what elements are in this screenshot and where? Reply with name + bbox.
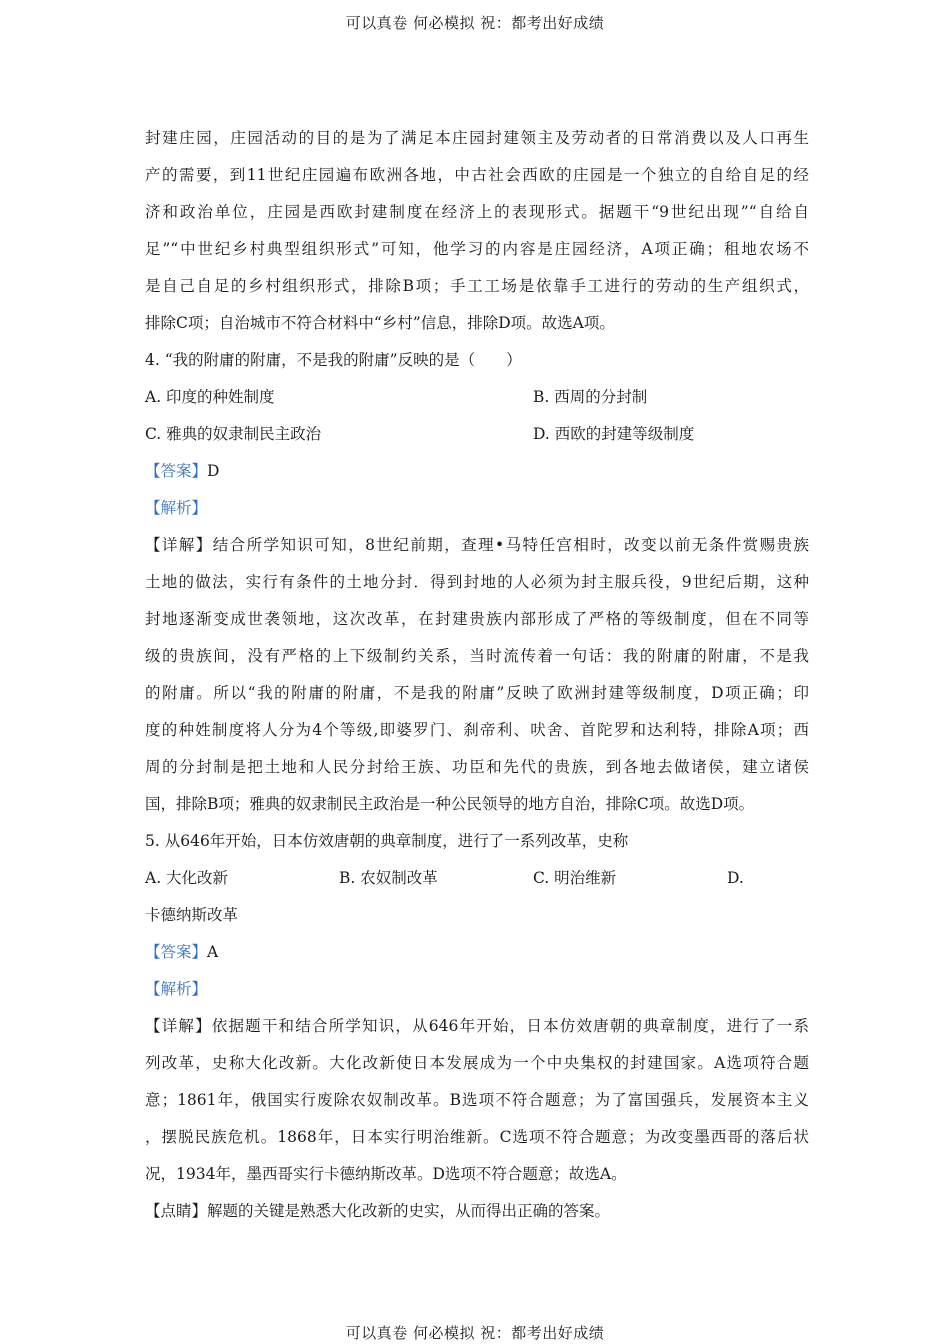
q4-answer bbox=[145, 453, 809, 490]
page-footer: 可以真卷 何必模拟 祝：都考出好成绩 bbox=[345, 1324, 605, 1342]
intro-line: 封建庄园，庄园活动的目的是为了满足本庄园封建领主及劳动者的日常消费以及人口再生 bbox=[145, 129, 809, 147]
detail-text: 结合所学知识可知，8世纪前期，查理•马特任宫相时，改变以前无条件赏赐贵族 bbox=[212, 536, 809, 554]
analysis-tag: 【解析】 bbox=[145, 980, 208, 998]
q5-option-a: A. 大化改新 bbox=[145, 869, 229, 887]
q5-detail-line: ，摆脱民族危机。1868年，日本实行明治维新。C选项不符合题意；为改变墨西哥的落后状 bbox=[145, 1128, 809, 1146]
q5-option-d: D. bbox=[727, 869, 744, 887]
intro-line: 排除C项；自治城市不符合材料中“乡村”信息，排除D项。故选A项。 bbox=[145, 314, 615, 332]
page-header: 可以真卷 何必模拟 祝：都考出好成绩 bbox=[345, 14, 605, 32]
q5-answer bbox=[145, 934, 809, 971]
q5-option-c: C. 明治维新 bbox=[533, 869, 617, 887]
intro-line: 足”“中世纪乡村典型组织形式”可知，他学习的内容是庄园经济，A项正确；租地农场不 bbox=[145, 240, 809, 258]
note-text: 解题的关键是熟悉大化改新的史实，从而得出正确的答案。 bbox=[207, 1202, 611, 1220]
q4-question: 4. “我的附庸的附庸，不是我的附庸”反映的是（ ） bbox=[145, 351, 522, 369]
q5-detail-line: 列改革，史称大化改新。大化改新使日本发展成为一个中央集权的封建国家。A选项符合题 bbox=[145, 1054, 809, 1072]
detail-tag: 【详解】 bbox=[145, 1017, 212, 1035]
q5-detail-line bbox=[145, 1008, 809, 1045]
analysis-tag: 【解析】 bbox=[145, 499, 208, 517]
q5-option-b: B. 农奴制改革 bbox=[339, 869, 438, 887]
q5-options-row bbox=[145, 860, 809, 897]
answer-tag: 【答案】 bbox=[145, 462, 208, 480]
answer-tag: 【答案】 bbox=[145, 943, 208, 961]
intro-line: 产的需要，到11世纪庄园遍布欧洲各地，中古社会西欧的庄园是一个独立的自给自足的经 bbox=[145, 166, 809, 184]
answer-value: D bbox=[207, 462, 220, 480]
q4-analysis bbox=[145, 490, 809, 527]
q4-detail-line: 周的分封制是把土地和人民分封给王族、功臣和先代的贵族，到各地去做诸侯，建立诸侯 bbox=[145, 758, 809, 776]
detail-tag: 【详解】 bbox=[145, 536, 213, 554]
q4-detail-line: 级的贵族间，没有严格的上下级制约关系，当时流传着一句话：我的附庸的附庸，不是我 bbox=[145, 647, 809, 665]
q5-analysis bbox=[145, 971, 809, 1008]
q4-option-a: A. 印度的种姓制度 bbox=[145, 388, 275, 406]
q4-detail-line: 的附庸。所以“我的附庸的附庸，不是我的附庸”反映了欧洲封建等级制度，D项正确；印 bbox=[145, 684, 809, 702]
q4-detail-line: 封地逐渐变成世袭领地，这次改革，在封建贵族内部形成了严格的等级制度，但在不同等 bbox=[145, 610, 809, 628]
detail-text: 依据题干和结合所学知识，从646年开始，日本仿效唐朝的典章制度，进行了一系 bbox=[211, 1017, 809, 1035]
q4-options-row-2 bbox=[145, 416, 809, 453]
q4-detail-line: 土地的做法，实行有条件的土地分封．得到封地的人必须为封主服兵役，9世纪后期，这种 bbox=[145, 573, 809, 591]
q5-detail-line: 况，1934年，墨西哥实行卡德纳斯改革。D选项不符合题意；故选A。 bbox=[145, 1165, 627, 1183]
note-tag: 【点睛】 bbox=[145, 1202, 208, 1220]
q4-options-row-1 bbox=[145, 379, 809, 416]
q5-option-d-text: 卡德纳斯改革 bbox=[145, 906, 239, 924]
document-body bbox=[145, 120, 809, 1230]
q4-detail-line bbox=[145, 527, 809, 564]
q4-detail-line: 国，排除B项；雅典的奴隶制民主政治是一种公民领导的地方自治，排除C项。故选D项。 bbox=[145, 795, 755, 813]
q5-detail-line: 意；1861年，俄国实行废除农奴制改革。B选项不符合题意；为了富国强兵，发展资本主义 bbox=[145, 1091, 809, 1109]
intro-line: 是自己自足的乡村组织形式，排除B项；手工工场是依靠手工进行的劳动的生产组织式， bbox=[145, 277, 809, 295]
q4-option-d: D. 西欧的封建等级制度 bbox=[533, 425, 695, 443]
q4-detail-line: 度的种姓制度将人分为4个等级,即婆罗门、刹帝利、吠舍、首陀罗和达利特，排除A项；西 bbox=[145, 721, 809, 739]
q5-question: 5. 从646年开始，日本仿效唐朝的典章制度，进行了一系列改革，史称 bbox=[145, 832, 629, 850]
q4-option-b: B. 西周的分封制 bbox=[533, 388, 648, 406]
intro-line: 济和政治单位，庄园是西欧封建制度在经济上的表现形式。据题干“9世纪出现”“自给自 bbox=[145, 203, 809, 221]
q4-option-c: C. 雅典的奴隶制民主政治 bbox=[145, 425, 322, 443]
answer-value: A bbox=[207, 943, 219, 961]
q5-note bbox=[145, 1193, 809, 1230]
